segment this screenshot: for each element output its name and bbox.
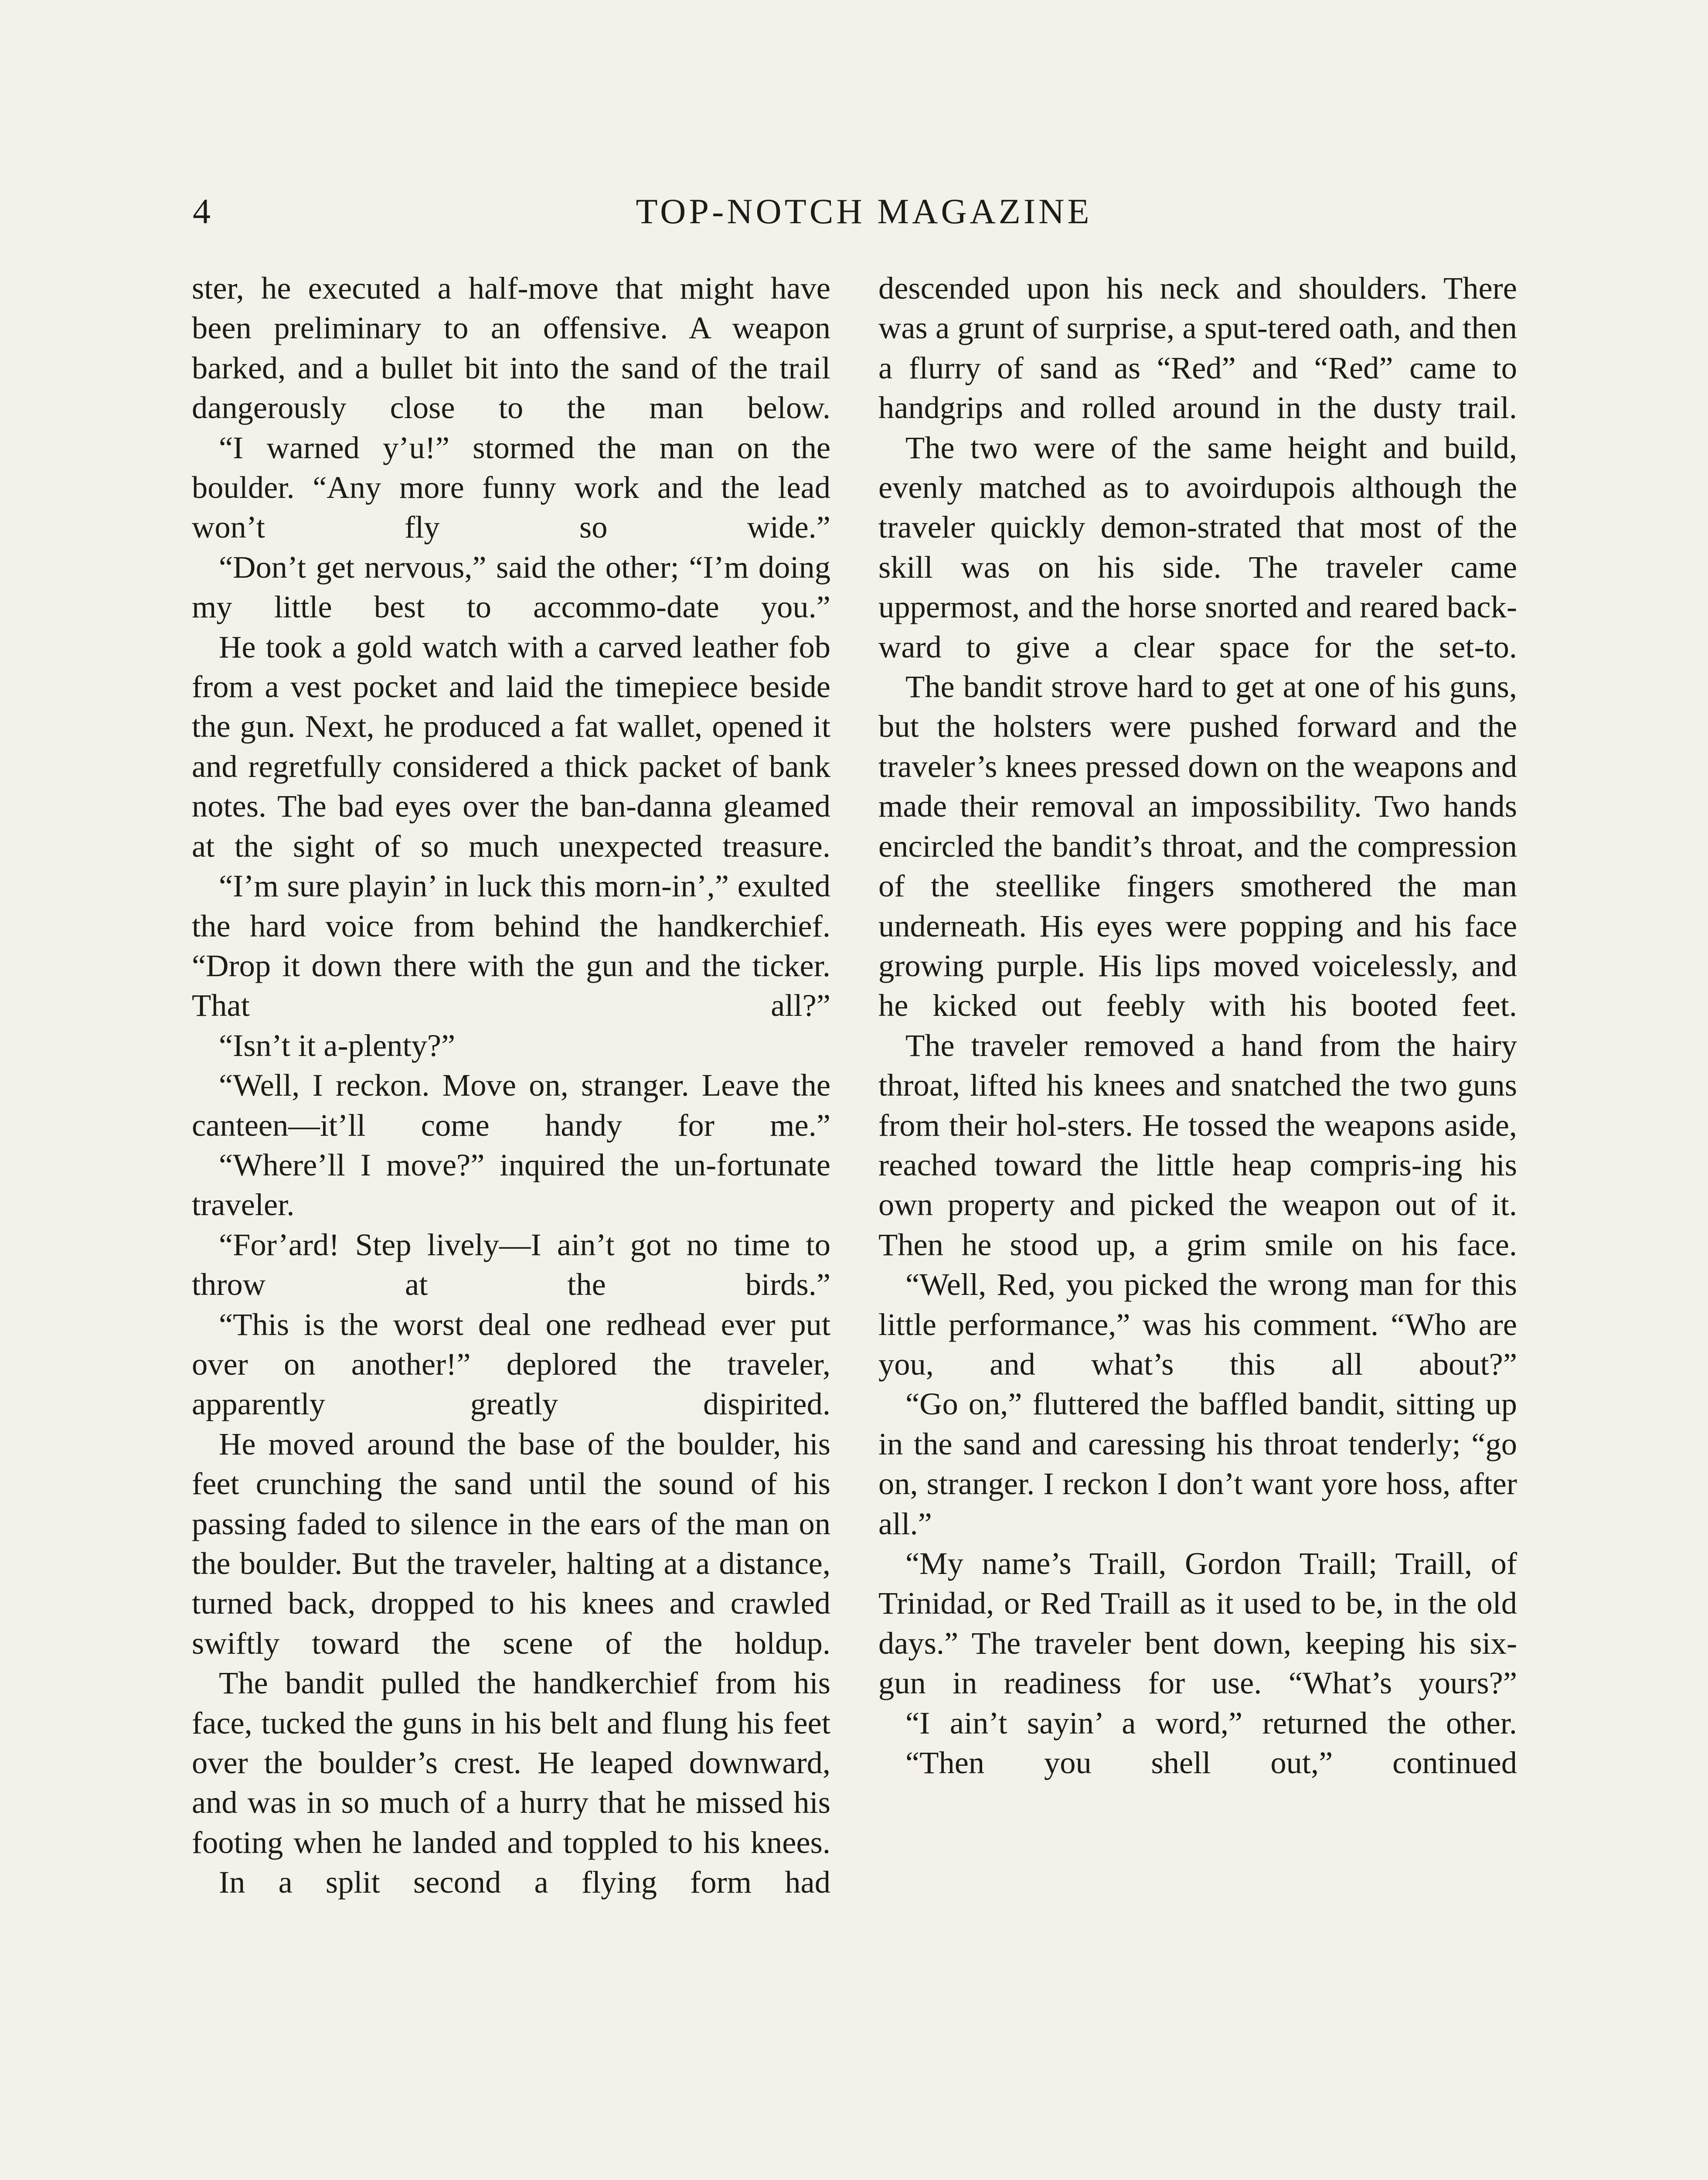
- paragraph: The traveler removed a hand from the hairy throat, lifted his knees and snatched the two guns from their hol-sters. He tossed the weapons aside, reached toward the little heap compris-ing his own property and picked the weapon out of it. Then he stood up, a grim smile on his face.: [878, 1027, 1517, 1262]
- paragraph: ster, he executed a half-move that might have been preliminary to an offensive. A weapon barked, and a bullet bit into the sand of the trail dangerously close to the man below.: [192, 270, 830, 426]
- paragraph: The bandit pulled the handkerchief from his face, tucked the guns in his belt and flung his feet over the boulder’s crest. He leaped downward, and was in so much of a hurry that he missed his footing when he landed and toppled to his knees.: [192, 1665, 830, 1860]
- paragraph: “I ain’t sayin’ a word,” returned the other.: [905, 1705, 1517, 1741]
- paragraph: “I’m sure playin’ in luck this morn-in’,” exulted the hard voice from behind the handkerchief. “Drop it down there with the gun and the ticker. That all?”: [192, 868, 830, 1023]
- paragraph: “Well, I reckon. Move on, stranger. Leave the canteen—it’ll come handy for me.”: [192, 1067, 830, 1143]
- paragraph: “Well, Red, you picked the wrong man for this little performance,” was his comment. “Who are you, and what’s this all about?”: [878, 1267, 1517, 1382]
- paragraph: “I warned y’u!” stormed the man on the boulder. “Any more funny work and the lead won’t fly so wide.”: [192, 429, 830, 545]
- paragraph: He took a gold watch with a carved leather fob from a vest pocket and laid the timepiece beside the gun. Next, he produced a fat wallet, opened it and regretfully considered a thick packet of bank notes. The bad eyes over the ban-danna gleamed at the sight of so much unexpected treasure.: [192, 629, 830, 864]
- paragraph: “This is the worst deal one redhead ever put over on another!” deplored the traveler, apparently greatly dispirited.: [192, 1306, 830, 1422]
- magazine-title: TOP-NOTCH MAGAZINE: [636, 191, 1092, 231]
- paragraph: “My name’s Traill, Gordon Traill; Traill, of Trinidad, or Red Traill as it used to be, in the old days.” The traveler bent down, keeping his six-gun in readiness for use. “What’s yours?”: [878, 1546, 1517, 1701]
- paragraph: “Where’ll I move?” inquired the un-fortunate traveler.: [192, 1147, 830, 1223]
- paragraph: “For’ard! Step lively—I ain’t got no time to throw at the birds.”: [192, 1226, 830, 1302]
- paragraph: “Go on,” fluttered the baffled bandit, sitting up in the sand and caressing his throat tenderly; “go on, stranger. I reckon I don’t want yore hoss, after all.”: [878, 1386, 1517, 1541]
- left-column: [192, 268, 830, 2180]
- paragraph: The bandit strove hard to get at one of his guns, but the holsters were pushed forward and the traveler’s knees pressed down on the weapons and made their removal an impossibility. Two hands encircled the bandit’s throat, and the compression of the steellike fingers smothered the man underneath. His eyes were popping and his face growing purple. His lips moved voicelessly, and he kicked out feebly with his booted feet.: [878, 669, 1517, 1023]
- page-header: [193, 187, 1535, 235]
- paragraph: “Isn’t it a-plenty?”: [219, 1027, 456, 1063]
- paragraph: He moved around the base of the boulder, his feet crunching the sand until the sound of his passing faded to silence in the ears of the man on the boulder. But the traveler, halting at a distance, turned back, dropped to his knees and crawled swiftly toward the scene of the holdup.: [192, 1426, 830, 1661]
- paragraph: In a split second a flying form had: [219, 1864, 830, 1900]
- paragraph: descended upon his neck and shoulders. There was a grunt of surprise, a sput-tered oath, and then a flurry of sand as “Red” and “Red” came to handgrips and rolled around in the dusty trail.: [878, 270, 1517, 426]
- paragraph: The two were of the same height and build, evenly matched as to avoirdupois although the traveler quickly demon-strated that most of the skill was on his side. The traveler came uppermost, and the horse snorted and reared back-ward to give a clear space for the set-to.: [878, 429, 1517, 664]
- paragraph: “Then you shell out,” continued: [905, 1745, 1517, 1781]
- paragraph: “Don’t get nervous,” said the other; “I’m doing my little best to accommo-date you.”: [192, 549, 830, 625]
- page-number: 4: [193, 191, 211, 231]
- right-column: [878, 268, 1517, 2180]
